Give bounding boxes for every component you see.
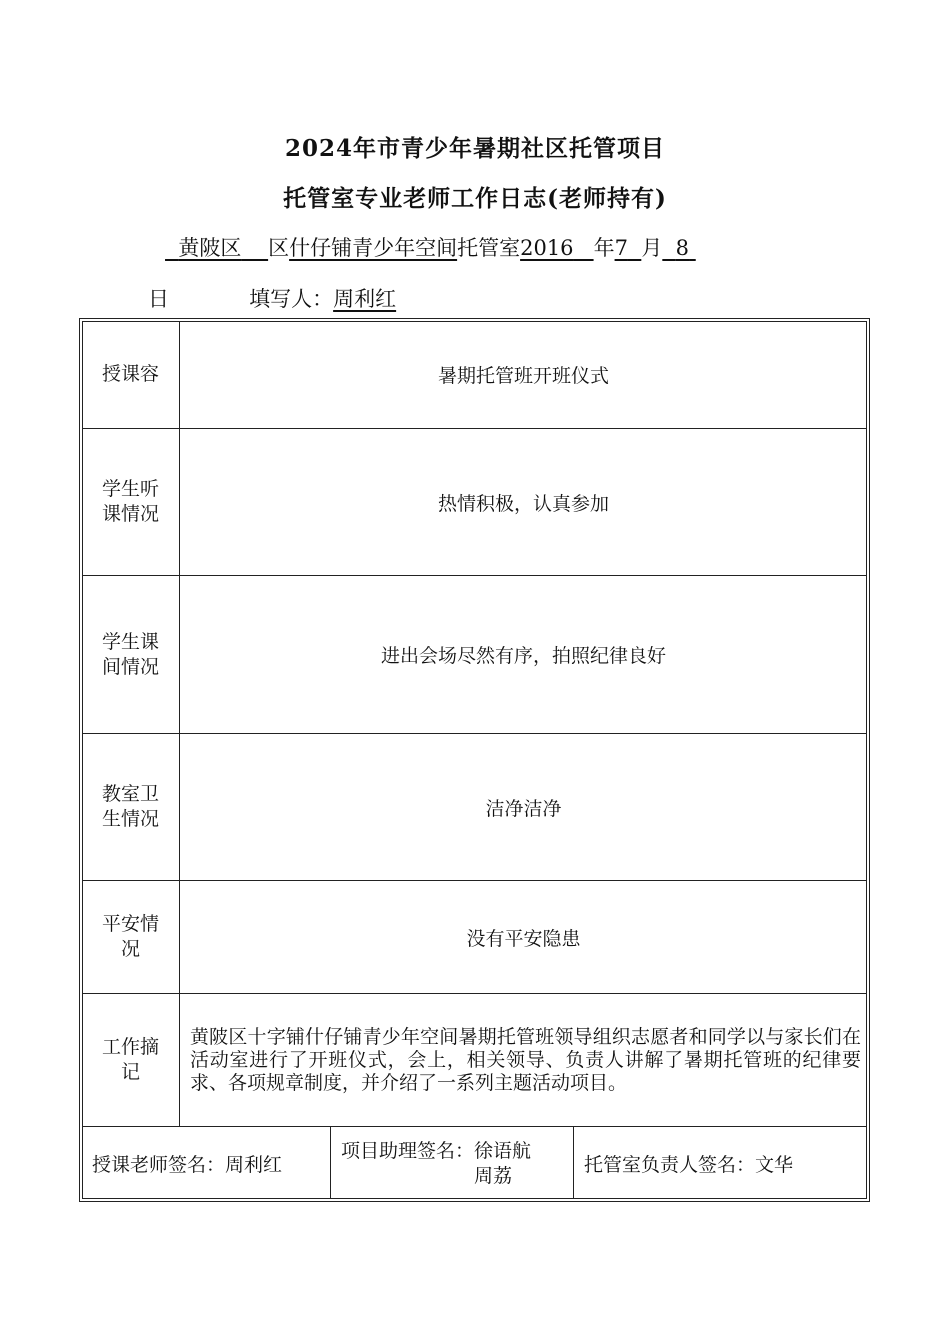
signature-row [82,1127,867,1199]
assistant-name: 徐语航 [474,1140,532,1162]
row-value: 黄陂区十字铺什仔铺青少年空间暑期托管班领导组织志愿者和同学以与家长们在活动室进行了开班仪式，会上，相关领导、负责人讲解了暑期托管班的纪律要求、各项规章制度，并介绍了一系列主题活动项目。 [190,1025,861,1094]
teacher-signature-name: 周利红 [225,1153,283,1176]
row-value: 暑期托管班开班仪式 [437,365,609,387]
document-subtitle: 托管室专业老师工作日志(老师持有) [283,185,667,212]
month-suffix: 月 [641,236,663,260]
assistant-signature-label: 项目助理签名： [341,1140,475,1162]
document-title: 2024年市青少年暑期社区托管项目 [284,135,665,162]
row-student-listening [82,429,867,576]
month-field: 7 [614,236,628,260]
venue-suffix: 托管室 [457,236,521,260]
filler-label: 填写人： [249,287,334,311]
assistant-signature [331,1127,574,1199]
row-label: 学生课间情况 [82,576,180,733]
row-safety [82,881,867,994]
row-student-break [82,576,867,734]
venue-field: 什仔铺青少年空间 [289,236,458,260]
manager-signature [574,1127,867,1199]
year-suffix: 年 [593,236,615,260]
row-value: 热情积极，认真参加 [437,492,609,515]
row-value: 没有平安隐患 [466,927,581,950]
row-label: 学生听课情况 [82,429,180,575]
row-classroom-hygiene [82,734,867,881]
district-field: 黄陂区 [178,236,242,260]
row-value: 进出会场尽然有序，拍照纪律良好 [380,645,666,667]
row-label: 教室卫生情况 [82,734,180,880]
row-value: 洁净洁净 [485,797,562,820]
day-suffix: 日 [148,287,169,311]
filler-name: 周利红 [333,287,397,311]
manager-signature-label: 托管室负责人签名： [584,1153,756,1176]
filler-line [148,283,396,313]
teacher-signature [82,1127,331,1199]
teacher-signature-label: 授课老师签名： [92,1153,226,1176]
row-work-notes [82,994,867,1127]
district-suffix: 区 [268,236,290,260]
day-field: 8 [675,236,690,260]
row-course-content [82,321,867,429]
year-field: 2016 [520,236,574,260]
header-line [145,232,696,262]
manager-signature-name: 文华 [755,1153,794,1176]
row-label: 工作摘记 [82,994,180,1126]
row-label: 授课容 [82,321,180,428]
row-label: 平安情况 [82,881,180,993]
assistant-name: 周荔 [474,1165,513,1187]
